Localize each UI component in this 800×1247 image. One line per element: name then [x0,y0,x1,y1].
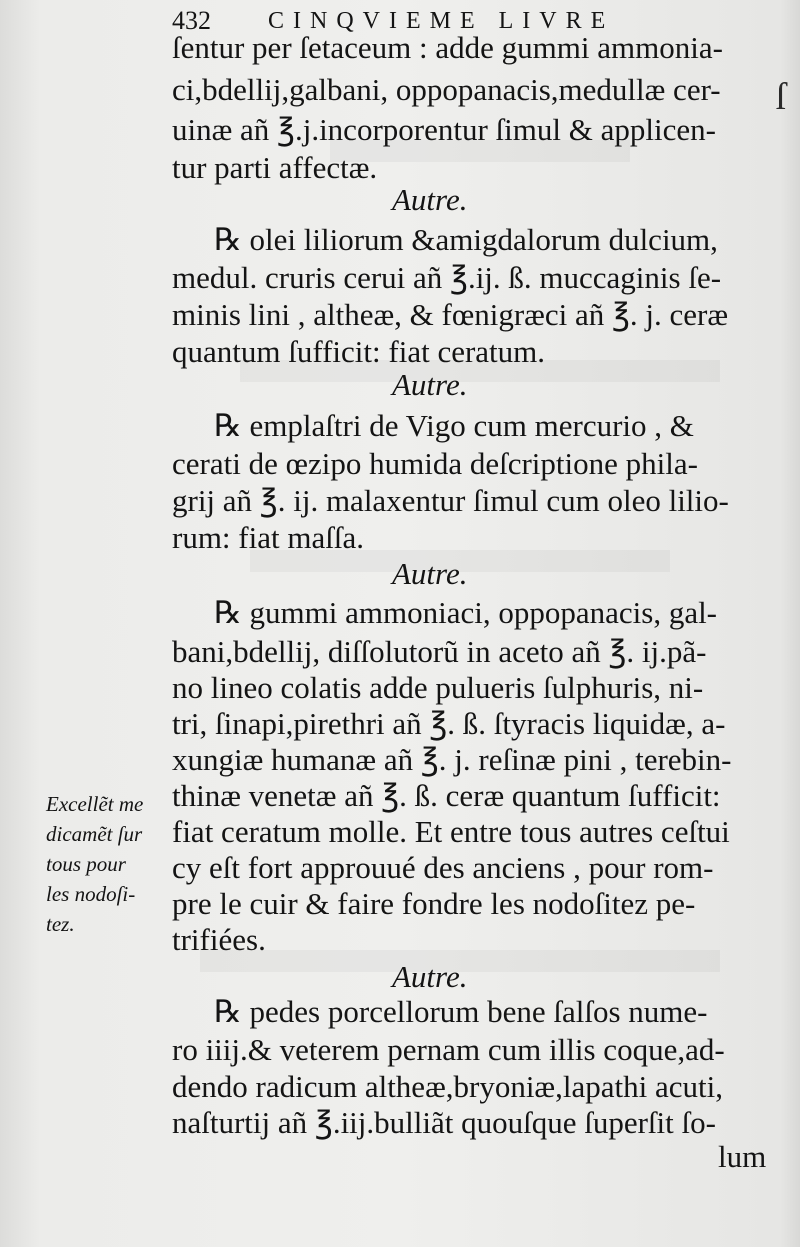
text-line: tri, ſinapi,pirethri añ ℥. ß. ſtyracis liquidæ, a- [172,706,726,741]
text-line: xungiæ humanæ añ ℥. j. reſinæ pini , terebin- [172,742,732,777]
text-line: grij añ ℥. ij. malaxentur ſimul cum oleo lilio- [172,483,729,518]
text-line: ℞ olei liliorum &amigdalorum dulcium, [214,222,718,257]
section-heading: Autre. [392,182,468,217]
text-line: trifiées. [172,922,266,957]
text-line: ℞ emplaſtri de Vigo cum mercurio , & [214,408,694,443]
text-line: pre le cuir & faire fondre les nodoſitez pe- [172,886,696,921]
page-number: 432 [172,6,211,35]
text-line: cerati de œzipo humida deſcriptione phila- [172,446,698,481]
margin-note-line: tous pour [46,852,126,876]
section-heading: Autre. [392,556,468,591]
text-line: naſturtij añ ℥.iij.bulliãt quouſque ſuperſit ſo- [172,1105,716,1140]
text-line: ſentur per ſetaceum : adde gummi ammonia- [172,30,723,65]
text-line: tur parti affectæ. [172,150,378,185]
section-heading: Autre. [392,367,468,402]
page-edge-mark: ſ [775,76,786,118]
margin-note-line: tez. [46,912,75,936]
text-line: ro iiij.& veterem pernam cum illis coque,ad- [172,1032,725,1067]
text-line: quantum ſufficit: fiat ceratum. [172,334,546,369]
section-heading: Autre. [392,959,468,994]
margin-note-line: Excellẽt me [46,792,144,816]
text-line: ci,bdellij,galbani, oppopanacis,medullæ cer- [172,72,721,107]
text-line: uinæ añ ℥.j.incorporentur ſimul & applicen- [172,112,716,147]
text-line: lum [718,1139,767,1174]
margin-note-line: les nodoſi- [46,882,136,906]
margin-note-line: dicamẽt ſur [46,822,143,846]
text-line: dendo radicum altheæ,bryoniæ,lapathi acuti, [172,1069,723,1104]
text-line: cy eſt fort approuué des anciens , pour rom- [172,850,714,885]
text-line: minis lini , altheæ, & fœnigræci añ ℥. j. ceræ [172,297,729,332]
text-line: no lineo colatis adde pulueris ſulphuris, ni- [172,670,704,705]
running-title: CINQVIEME LIVRE [268,8,615,34]
text-line: bani,bdellij, diſſolutorũ in aceto añ ℥. ij.pã- [172,634,707,669]
text-line: fiat ceratum molle. Et entre tous autres ceſtui [172,814,730,849]
text-line: thinæ venetæ añ ℥. ß. ceræ quantum ſufficit: [172,778,721,813]
text-line: rum: fiat maſſa. [172,520,364,555]
text-line: ℞ pedes porcellorum bene ſalſos nume- [214,994,708,1029]
text-line: ℞ gummi ammoniaci, oppopanacis, gal- [214,595,718,630]
text-line: medul. cruris cerui añ ℥.ij. ß. muccaginis ſe- [172,260,722,295]
